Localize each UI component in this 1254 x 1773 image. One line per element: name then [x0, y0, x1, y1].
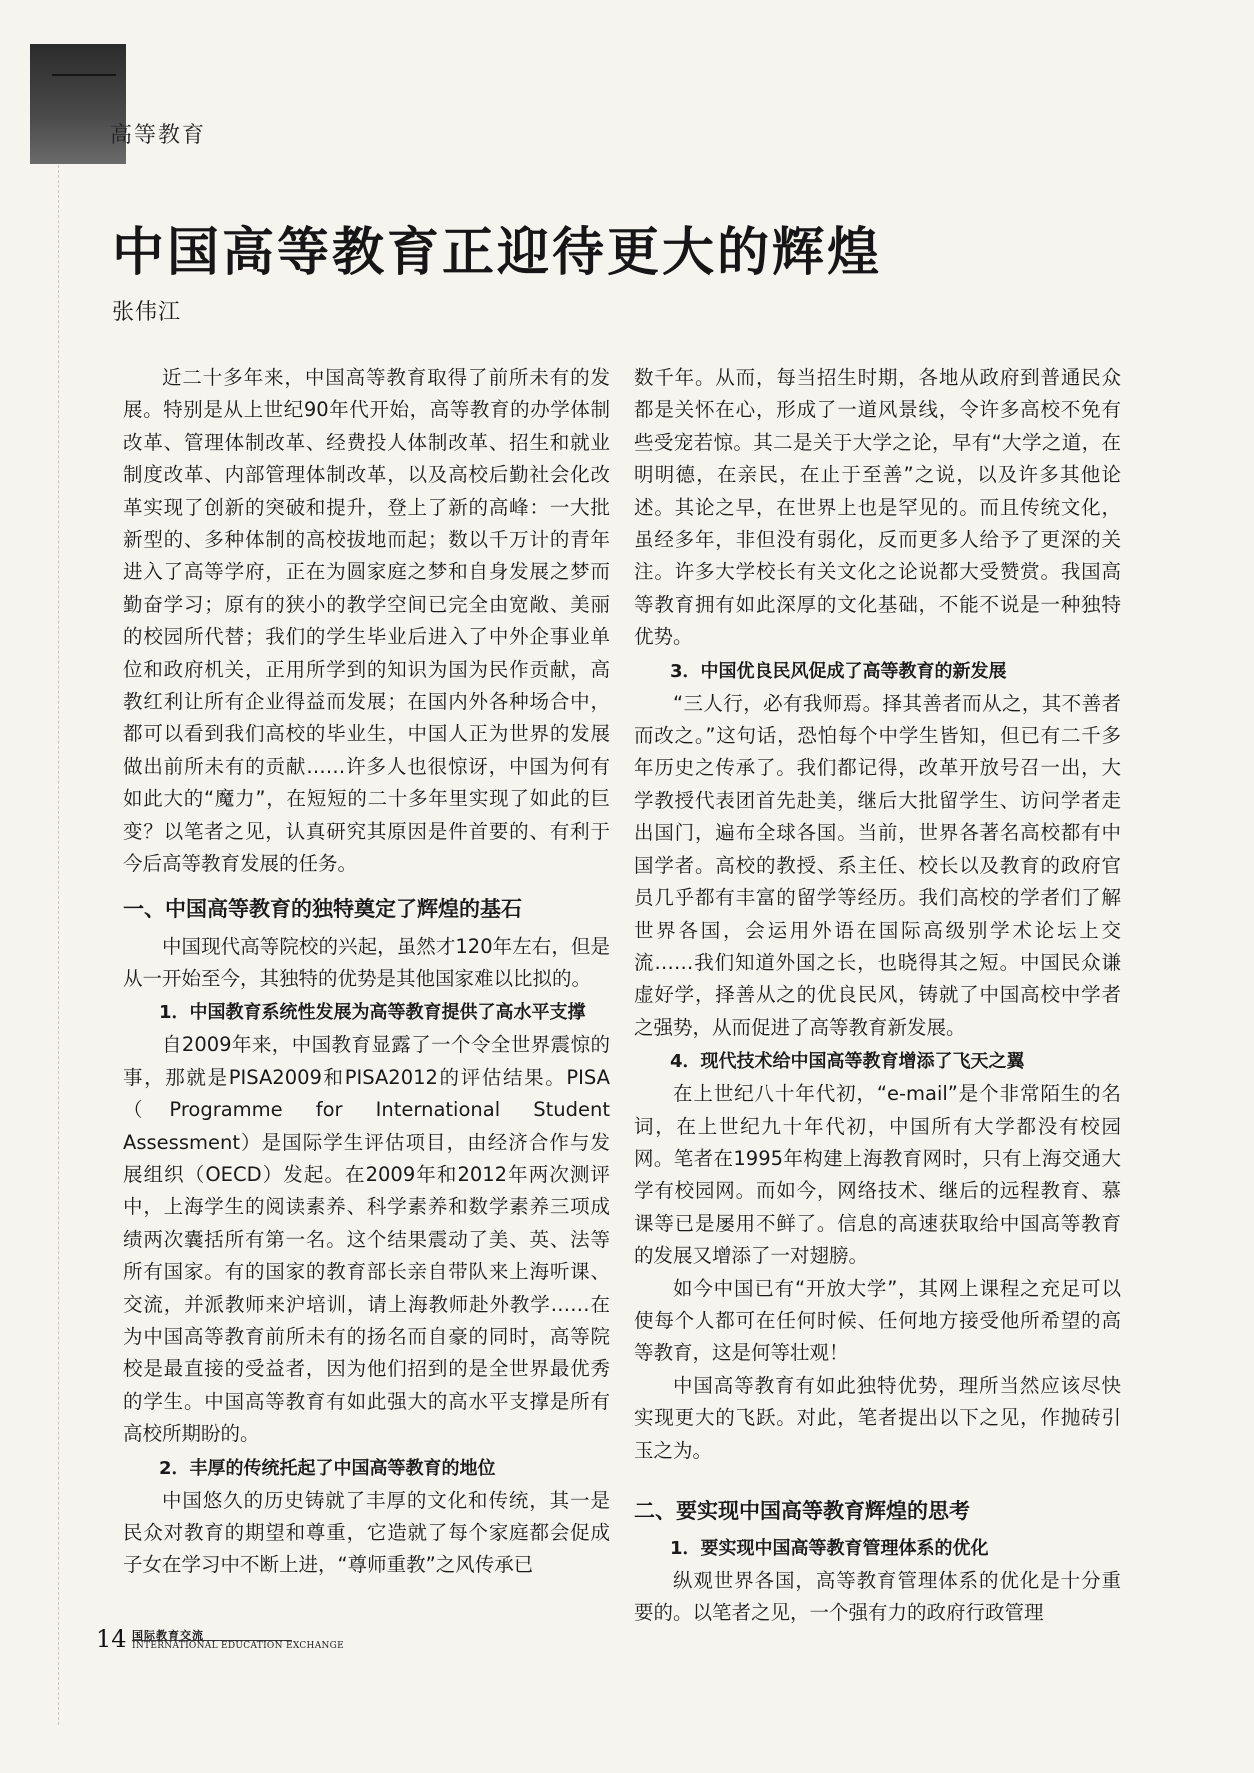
right-column: [634, 362, 1121, 1630]
subsection-3-paragraph: “三人行，必有我师焉。择其善者而从之，其不善者而改之。”这句话，恐怕每个中学生皆知，但已有二千多年历史之传承了。我们都记得，改革开放号召一出，大学教授代表团首先赴美，继后大批留学生、访问学者走出国门，遍布全球各国。当前，世界各著名高校都有中国学者。高校的教授、系主任、校长以及教育的政府官员几乎都有丰富的留学等经历。我们高校的学者们了解世界各国，会运用外语在国际高级别学术论坛上交流……我们知道外国之长，也晓得其之短。中国民众谦虚好学，择善从之的优良民风，铸就了中国高校中学者之强势，从而促进了高等教育新发展。: [634, 691, 1121, 1039]
page-number: 14: [96, 1625, 127, 1653]
section-2-heading: 二、要实现中国高等教育辉煌的思考: [634, 1499, 970, 1523]
section-1-heading: 一、中国高等教育的独特奠定了辉煌的基石: [123, 896, 522, 921]
journal-logo-text: 国际教育交流: [132, 1629, 204, 1642]
journal-logo: [132, 1624, 292, 1641]
article-title: 中国高等教育正迎待更大的辉煌: [112, 223, 883, 283]
subsection-3-heading: 3．中国优良民风促成了高等教育的新发展: [670, 660, 1007, 682]
subsection-5-paragraph: 纵观世界各国，高等教育管理体系的优化是十分重要的。以笔者之见，一个强有力的政府行政管理: [634, 1569, 1121, 1625]
subsection-4-heading: 4．现代技术给中国高等教育增添了飞天之翼: [670, 1051, 1025, 1073]
article-author: 张伟江: [112, 300, 182, 325]
spacer: [634, 1467, 1121, 1483]
continued-paragraph: 数千年。从而，每当招生时期，各地从政府到普通民众都是关怀在心，形成了一道风景线，令许多高校不免有些受宠若惊。其二是关于大学之论，早有“大学之道，在明明德，在亲民，在止于至善”之说，以及许多其他论述。其论之早，在世界上也是罕见的。而且传统文化，虽经多年，非但没有弱化，反而更多人给予了更深的关注。许多大学校长有关文化之论说都大受赞赏。我国高等教育拥有如此深厚的文化基础，不能不说是一种独特优势。: [634, 366, 1121, 649]
subsection-2-paragraph: 中国悠久的历史铸就了丰厚的文化和传统，其一是民众对教育的期望和尊重，它造就了每个家庭都会促成子女在学习中不断上进，“尊师重教”之风传承已: [123, 1488, 610, 1577]
subsection-1-heading: 1．中国教育系统性发展为高等教育提供了高水平支撑: [159, 1002, 586, 1024]
subsection-1-paragraph: 自2009年来，中国教育显露了一个令全世界震惊的事，那就是PISA2009和PISA2012的评估结果。PISA（Programme for International Student Assessment）是国际学生评估项目，由经济合作与发展组织（OECD）发起。在2009年和2012年两次测评中，上海学生的阅读素养、科学素养和数学素养三项成绩两次囊括所有第一名。这个结果震动了美、英、法等所有国家。有的国家的教育部长亲自带队来上海听课、交流，并派教师来沪培训，请上海教师赴外教学……在为中国高等教育前所未有的扬名而自豪的同时，高等院校是最直接的受益者，因为他们招到的是全世界最优秀的学生。中国高等教育有如此强大的高水平支撑是所有高校所期盼的。: [123, 1033, 610, 1446]
section-1-intro: 中国现代高等院校的兴起，虽然才120年左右，但是从一开始至今，其独特的优势是其他国家难以比拟的。: [123, 934, 610, 990]
section-tag: 高等教育: [110, 123, 207, 148]
margin-rule: [58, 165, 59, 1725]
intro-paragraph: 近二十多年来，中国高等教育取得了前所未有的发展。特别是从上世纪90年代开始，高等教育的办学体制改革、管理体制改革、经费投人体制改革、招生和就业制度改革、内部管理体制改革，以及高校后勤社会化改革实现了创新的突破和提升，登上了新的高峰：一大批新型的、多种体制的高校拔地而起；数以千万计的青年进入了高等学府，正在为圆家庭之梦和自身发展之梦而勤奋学习；原有的狭小的教学空间已完全由宽敞、美丽的校园所代替；我们的学生毕业后进入了中外企事业单位和政府机关，正用所学到的知识为国为民作贡献，高教红利让所有企业得益而发展；在国内外各种场合中，都可以看到我们高校的毕业生，中国人正为世界的发展做出前所未有的贡献……许多人也很惊讶，中国为何有如此大的“魔力”，在短短的二十多年里实现了如此的巨变？以笔者之见，认真研究其原因是件首要的、有利于今后高等教育发展的任务。: [123, 366, 610, 876]
journal-english-name: INTERNATIONAL EDUCATION EXCHANGE: [132, 1641, 345, 1651]
left-column: [123, 362, 610, 1582]
subsection-2-heading: 2．丰厚的传统托起了中国高等教育的地位: [159, 1457, 496, 1479]
subsection-5-heading: 1．要实现中国高等教育管理体系的优化: [670, 1538, 989, 1559]
subsection-4-paragraph-2: 如今中国已有“开放大学”，其网上课程之充足可以使每个人都可在任何时候、任何地方接受他所希望的高等教育，这是何等壮观！: [634, 1276, 1121, 1365]
subsection-4-paragraph-1: 在上世纪八十年代初，“e-mail”是个非常陌生的名词，在上世纪九十年代初，中国所有大学都没有校园网。笔者在1995年构建上海教育网时，只有上海交通大学有校园网。而如今，网络技术、继后的远程教育、慕课等已是屡用不鲜了。信息的高速获取给中国高等教育的发展又增添了一对翅膀。: [634, 1082, 1121, 1268]
corner-line: [52, 74, 116, 76]
subsection-4-paragraph-3: 中国高等教育有如此独特优势，理所当然应该尽快实现更大的飞跃。对此，笔者提出以下之见，作抛砖引玉之为。: [634, 1373, 1121, 1462]
